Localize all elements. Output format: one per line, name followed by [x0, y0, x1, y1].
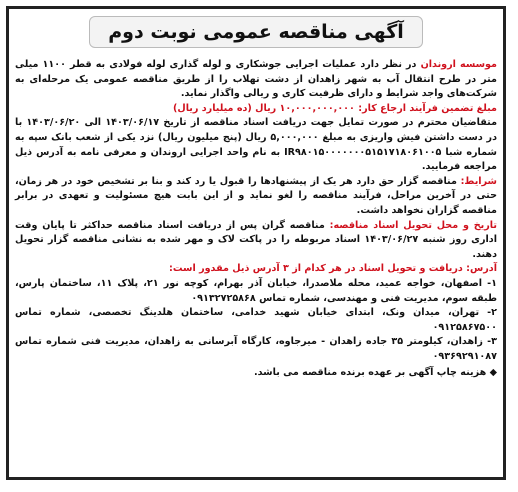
conditions-paragraph [15, 175, 497, 219]
conditions-label: شرایط: [460, 175, 497, 187]
organization-name: موسسه اروندان [420, 59, 497, 70]
guarantee-amount: مبلغ تضمین فرآیند ارجاع کار: ۱۰,۰۰۰,۰۰۰,۰۰۰ ریال (ده میلیارد ریال) [172, 102, 497, 114]
footer-text: هزینه چاپ آگهی بر عهده برنده مناقصه می باشد. [254, 367, 487, 379]
address-tehran: ۲- تهران، میدان ونک، ابتدای خیابان شهید خدامی، ساختمان هلدینگ تخصصی، شماره تماس ۰۹۱۲۵۸۶۷۵۰۰ [15, 307, 497, 333]
notice-frame [6, 6, 506, 480]
intro-paragraph [15, 58, 497, 102]
delivery-label: تاریخ و محل تحویل اسناد مناقصه: [329, 219, 497, 231]
diamond-bullet-icon: ◆ [489, 367, 497, 379]
notice-title: آگهی مناقصه عمومی نوبت دوم [89, 16, 423, 48]
delivery-paragraph [15, 219, 497, 263]
address-title: آدرس: دریافت و تحویل اسناد در هر کدام از ۳ آدرس ذیل مقدور است: [169, 263, 497, 275]
intro-text: در نظر دارد عملیات اجرایی جوشکاری و لوله گذاری لوله فولادی به قطر ۱۱۰۰ میلی متر در طرح انتقال آب به شهر زاهدان از دشت تهلاب را از طریق مناقصه عمومی یک مرحله‌ای به شرکت‌های واجد شرایط و دارای ظرفیت کاری و ریالی واگذار نماید. [15, 59, 497, 100]
conditions-text: مناقصه گزار حق دارد هر یک از پیشنهادها را قبول یا رد کند و بنا بر تشخیص خود در هر زمان، حتی در آخرین مراحل، فرآیند مناقصه را لغو نماید و از این بابت هیچ مسئولیت و تعهدی در برابر مناقصه گزاران نخواهد داشت. [15, 175, 497, 216]
address-zahedan: ۳- زاهدان، کیلومتر ۳۵ جاده زاهدان - میرجاوه، کارگاه آبرسانی به زاهدان، مدیریت فنی شماره تماس ۰۹۳۶۹۲۹۱۰۸۷ [15, 336, 497, 362]
applicants-paragraph: متقاضیان محترم در صورت تمایل جهت دریافت اسناد مناقصه از تاریخ ۱۴۰۳/۰۶/۱۷ الی ۱۴۰۳/۰۶/۲۰ با در دست داشتن فیش واریزی به مبلغ ۵,۰۰۰,۰۰۰ ریال (پنج میلیون ریال) نزد یکی از شعب بانک سپه به شماره شبا IR۹۸۰۱۵۰۰۰۰۰۰۰۵۱۵۱۷۱۸۰۶۱۰۰۵ به نام واحد اجرایی اروندان و معرفی نامه به آدرس ذیل مراجعه فرمایید. [15, 117, 498, 173]
address-isfahan: ۱- اصفهان، خواجه عمید، محله ملاصدرا، خیابان آذر بهرام، کوچه نور ۲۱، پلاک ۱۱، ساختمان پارس، طبقه سوم، مدیریت فنی و مهندسی، شماره تماس ۰۹۱۳۲۷۲۵۸۶۸ [15, 277, 498, 304]
delivery-text: مناقصه گران پس از دریافت اسناد مناقصه حداکثر تا پایان وقت اداری روز شنبه ۱۴۰۳/۰۶/۲۷ اسناد مربوطه را در پاکت لاک و مهر شده به نشانی مناقصه گزار تحویل دهند. [15, 219, 497, 260]
footer-note [15, 366, 497, 381]
